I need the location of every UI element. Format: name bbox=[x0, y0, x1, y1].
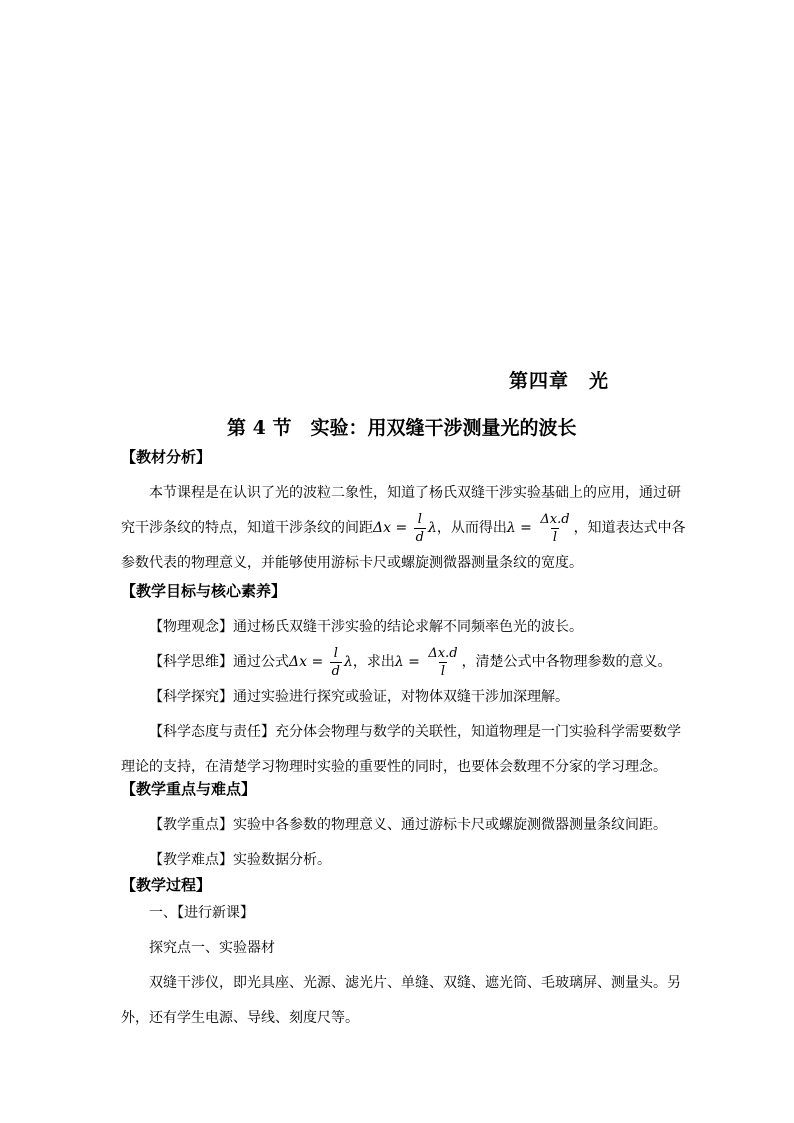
formula-fraction-dxd-over-l bbox=[426, 647, 459, 678]
analysis-line-2 bbox=[121, 511, 686, 546]
frac-num: Δx.d bbox=[428, 645, 458, 661]
formula-lambda: λ bbox=[343, 654, 353, 670]
analysis-line-1: 本节课程是在认识了光的波粒二象性，知道了杨氏双缝干涉实验基础上的应用，通过研 bbox=[149, 485, 681, 501]
frac-den: d bbox=[415, 529, 424, 545]
goal-physics-concept: 【物理观念】通过杨氏双缝干涉实验的结论求解不同频率色光的波长。 bbox=[149, 619, 583, 635]
goal-attitude-line-1: 【科学态度与责任】充分体会物理与数学的关联性，知道物理是一门实验科学需要数学 bbox=[149, 724, 681, 740]
chapter-title: 第四章 光 bbox=[509, 370, 610, 392]
heading-textbook-analysis: 【教材分析】 bbox=[121, 448, 212, 466]
analysis-line-2-mid: ，从而得出 bbox=[436, 520, 507, 536]
equipment-line-1: 双缝干涉仪，即光具座、光源、滤光片、单缝、双缝、遮光筒、毛玻璃屏、测量头。另 bbox=[149, 975, 681, 991]
formula-lambda: λ bbox=[506, 520, 516, 536]
frac-den: l bbox=[440, 663, 446, 679]
frac-den: d bbox=[331, 663, 340, 679]
formula-lambda: λ bbox=[394, 654, 404, 670]
thinking-prefix: 【科学思维】通过公式 bbox=[149, 654, 289, 670]
key-point: 【教学重点】实验中各参数的物理意义、通过游标卡尺或螺旋测微器测量条纹间距。 bbox=[149, 817, 667, 833]
heading-goals: 【教学目标与核心素养】 bbox=[121, 582, 287, 600]
section-title: 第 4 节 实验：用双缝干涉测量光的波长 bbox=[227, 417, 577, 439]
frac-den: l bbox=[552, 529, 558, 545]
formula-spacing bbox=[373, 511, 437, 545]
analysis-line-3: 参数代表的物理意义，并能够使用游标卡尺或螺旋测微器测量条纹的宽度。 bbox=[121, 555, 583, 571]
analysis-line-2-prefix: 究干涉条纹的特点，知道干涉条纹的间距 bbox=[121, 520, 373, 536]
heading-process: 【教学过程】 bbox=[121, 876, 212, 894]
equipment-line-2: 外，还有学生电源、导线、刻度尺等。 bbox=[121, 1010, 359, 1026]
formula-spacing bbox=[289, 645, 353, 679]
frac-num: Δx.d bbox=[540, 511, 570, 527]
formula-delta-x: Δx bbox=[373, 520, 392, 536]
formula-delta-x: Δx bbox=[289, 654, 308, 670]
formula-fraction-l-over-d bbox=[330, 647, 342, 678]
textbook-analysis-paragraph bbox=[121, 476, 686, 581]
goals-paragraph bbox=[121, 610, 681, 785]
process-step-1: 一、【进行新课】 bbox=[149, 905, 254, 921]
goal-scientific-inquiry: 【科学探究】通过实验进行探究或验证，对物体双缝干涉加深理解。 bbox=[149, 689, 569, 705]
frac-num: l bbox=[417, 511, 422, 527]
thinking-suffix: ，清楚公式中各物理参数的意义。 bbox=[461, 654, 672, 670]
difficult-point: 【教学难点】实验数据分析。 bbox=[149, 852, 331, 868]
formula-equals: = bbox=[515, 520, 537, 536]
key-points-paragraph bbox=[121, 808, 681, 878]
formula-equals: = bbox=[391, 520, 412, 536]
process-explore-1: 探究点一、实验器材 bbox=[149, 940, 275, 956]
frac-num: l bbox=[333, 645, 338, 661]
formula-fraction-dxd-over-l bbox=[538, 513, 571, 544]
goal-attitude-line-2: 理论的支持，在清楚学习物理时实验的重要性的同时，也要体会数理不分家的学习理念。 bbox=[121, 759, 667, 775]
formula-equals: = bbox=[307, 654, 328, 670]
thinking-mid: ，求出 bbox=[352, 654, 395, 670]
heading-key-points: 【教学重点与难点】 bbox=[121, 780, 257, 798]
formula-equals: = bbox=[403, 654, 425, 670]
process-paragraph bbox=[121, 896, 681, 1036]
analysis-line-2-suffix: ，知道表达式中各 bbox=[573, 520, 686, 536]
formula-fraction-l-over-d bbox=[414, 513, 426, 544]
goal-scientific-thinking bbox=[121, 645, 681, 680]
formula-lambda: λ bbox=[427, 520, 437, 536]
